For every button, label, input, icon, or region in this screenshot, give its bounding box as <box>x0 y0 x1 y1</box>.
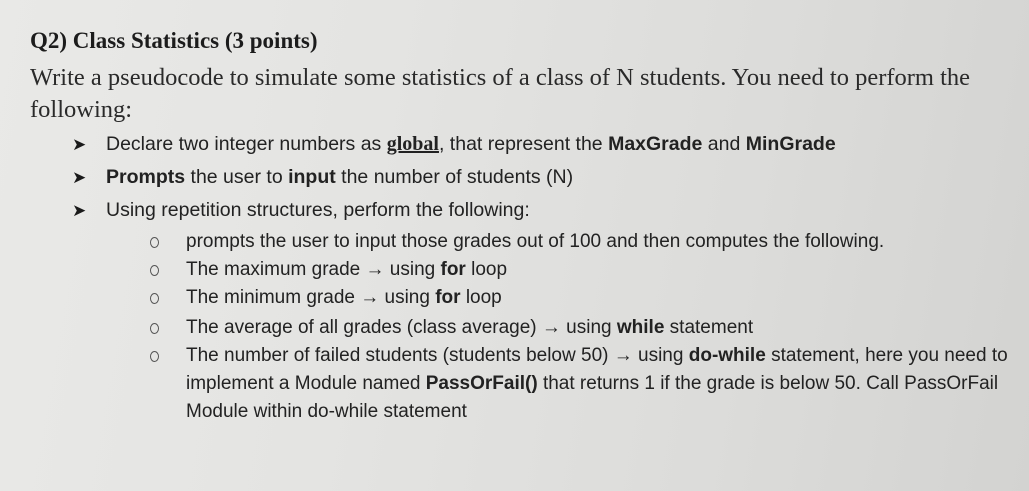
bullet-text: Using repetition structures, perform the following: <box>106 199 530 221</box>
mingrade-keyword: MinGrade <box>745 133 836 155</box>
bullet-declare-globals <box>72 133 836 156</box>
bullet-prompt-input <box>72 166 573 189</box>
bullet-text: , that represent the <box>438 133 609 155</box>
do-while-keyword: do-while <box>688 345 766 366</box>
circle-bullet-icon <box>150 351 159 362</box>
question-intro: Write a pseudocode to simulate some statistics of a class of N students. You need to perform the following: <box>30 64 971 123</box>
bullet-text: Declare two integer numbers as <box>106 133 387 155</box>
circle-bullet-icon <box>150 265 159 276</box>
bullet-text: and <box>702 133 746 155</box>
subitem-text: prompts the user to input those grades out of 100 and then computes the following. <box>186 231 885 252</box>
for-keyword: for <box>440 259 466 280</box>
circle-bullet-icon <box>150 237 159 248</box>
arrow-bullet-icon: ➤ <box>72 168 87 187</box>
subitem-text: The minimum grade → using <box>186 287 436 308</box>
subitem-text: that returns 1 if the grade is below 50. Call PassOrFail Module within do-while statement <box>186 373 999 422</box>
passorfail-keyword: PassOrFail() <box>425 373 538 394</box>
arrow-bullet-icon: ➤ <box>72 135 87 154</box>
circle-bullet-icon <box>150 323 159 334</box>
arrow-bullet-icon: ➤ <box>72 201 87 220</box>
subitem-text: statement, here you need to implement a Module named <box>186 345 1008 394</box>
circle-bullet-icon <box>150 293 159 304</box>
bullet-repetition <box>72 199 530 222</box>
prompts-keyword: Prompts <box>106 166 186 188</box>
subitem-text: loop <box>460 287 502 308</box>
maxgrade-keyword: MaxGrade <box>608 133 703 155</box>
subitem-text: The number of failed students (students below 50) → using <box>186 345 689 366</box>
bullet-text: the number of students (N) <box>335 166 574 188</box>
input-keyword: input <box>288 166 336 188</box>
while-keyword: while <box>616 317 665 338</box>
subitem-text: statement <box>664 317 754 338</box>
global-keyword: global <box>386 133 439 155</box>
subitem-text: The average of all grades (class average) → using <box>186 317 617 338</box>
subitem-text: loop <box>465 259 508 280</box>
subitem-text: The maximum grade → using <box>186 259 441 280</box>
for-keyword: for <box>435 287 461 308</box>
bullet-text: the user to <box>185 166 289 188</box>
question-title: Q2) Class Statistics (3 points) <box>30 28 318 53</box>
